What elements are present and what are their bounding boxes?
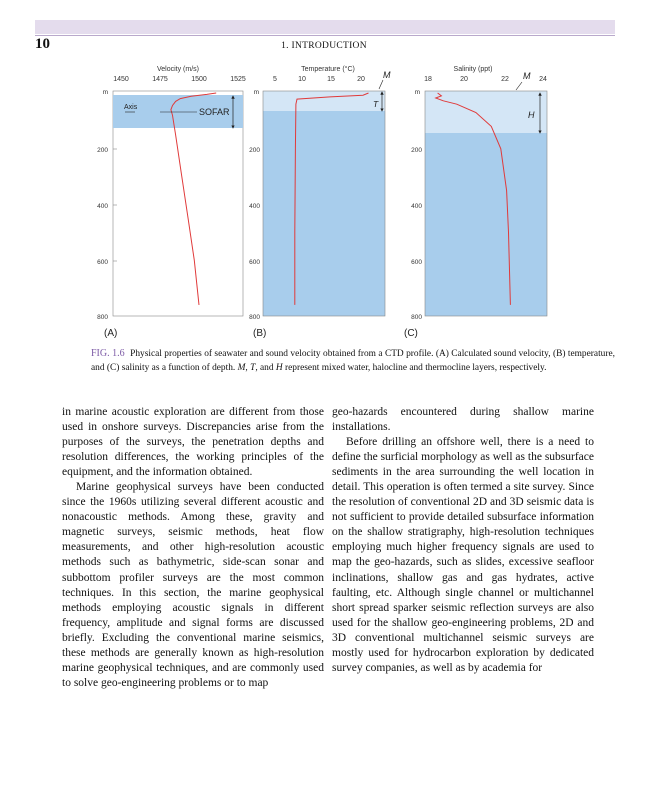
panel-c-ytick: 400 — [411, 203, 422, 210]
caption-symbol-m: M — [237, 362, 246, 373]
body-right-column — [332, 405, 594, 676]
panel-b-t-label: T — [373, 99, 379, 109]
panel-a-xtick: 1450 — [113, 76, 129, 83]
panel-a-x-ticks — [113, 76, 246, 83]
panel-a-xtick: 1475 — [152, 76, 168, 83]
paragraph: Before drilling an offshore well, there is a need to define the surficial morphology as well as the subsurface sediments in the area surrounding the well location in detail. This operation is often termed a site survey. Since the resolution of conventional 2D and 3D seismic data is not sufficient to provide detailed subsurface information on the shallow stratigraphy, high-resolution techniques employing much higher frequency signals are used to map the geo-hazards, such as slides, excessive seafloor inclinations, shallow gas and gas hydrates, active faulting, etc. Although single channel or multichannel short spread sparker seismic reflection surveys are also used for the shallow geo-engineering problems, 2D and 3D conventional multichannel seismic surveys are mostly used for hydrocarbon exploration by dedicated survey companies, as well as by academia for — [332, 436, 594, 674]
panel-a-ytick: 400 — [97, 203, 108, 210]
panel-a-xtick: 1500 — [191, 76, 207, 83]
panel-b-ytick: 600 — [249, 259, 260, 266]
panel-c-ytick: 200 — [411, 147, 422, 154]
panel-b — [249, 65, 391, 339]
panel-b-m-label: M — [383, 70, 391, 80]
panel-a-sofar-label: SOFAR — [199, 107, 230, 117]
panel-c-axis-title: Salinity (ppt) — [453, 66, 493, 73]
panel-a-ytick: 200 — [97, 147, 108, 154]
panel-b-label: (B) — [253, 328, 267, 339]
panel-c — [404, 66, 547, 339]
panel-a-axis-title: Velocity (m/s) — [156, 66, 200, 73]
caption-text: Physical properties of seawater and sound velocity obtained from a CTD profile. (A) Calculated sound velocity, (B) temperature, and (C) salinity as a function of depth. — [91, 349, 615, 373]
panel-a — [97, 66, 246, 339]
running-head: 1. INTRODUCTION — [281, 41, 367, 51]
paragraph: geo-hazards encountered during shallow marine installations. — [332, 406, 594, 434]
panel-c-m-pointer — [516, 82, 522, 90]
panel-c-xtick: 24 — [539, 76, 547, 83]
panel-c-xtick: 22 — [501, 76, 509, 83]
panel-c-ytick: 600 — [411, 259, 422, 266]
figure-1-6 — [0, 0, 648, 345]
panel-b-ytick: 800 — [249, 314, 260, 321]
panel-b-deep-water — [263, 91, 385, 316]
panel-a-depth-unit: m — [102, 89, 108, 96]
panel-b-axis-title: Temperature (°C) — [301, 66, 355, 73]
caption-symbol-t: T — [250, 362, 256, 373]
paragraph: in marine acoustic exploration are different from those used in onshore surveys. Discrepancies arise from the purposes of the surveys, the penetration depths and resolution differences, the working principles of the equipment, and the information obtained. — [62, 406, 324, 479]
panel-c-m-label: M — [523, 71, 531, 81]
panel-b-x-ticks — [273, 76, 365, 83]
panel-c-ytick: 800 — [411, 314, 422, 321]
panel-c-depth-ticks — [411, 89, 422, 321]
panel-b-xtick: 10 — [298, 76, 306, 83]
panel-a-xtick: 1525 — [230, 76, 246, 83]
panel-a-axis-label: Axis — [124, 104, 138, 111]
body-left-column — [62, 405, 324, 691]
caption-symbol-h: H — [275, 362, 283, 373]
panel-a-depth-ticks — [97, 89, 108, 321]
panel-b-ytick: 200 — [249, 147, 260, 154]
panel-c-xtick: 18 — [424, 76, 432, 83]
figure-caption — [91, 347, 615, 375]
panel-a-label: (A) — [104, 328, 118, 339]
panel-c-label: (C) — [404, 328, 418, 339]
panel-b-xtick: 15 — [327, 76, 335, 83]
caption-text: , — [245, 362, 251, 373]
paragraph: Marine geophysical surveys have been conducted since the 1960s utilizing several different acoustic and nonacoustic methods. Among these, gravity and magnetic surveys, seismic methods, heat flow measurements, and other high-resolution acoustic methods such as bathymetric, side-scan sonar and subbottom profiler surveys are the most common techniques. In this section, the marine geophysical methods employing acoustic signals in different frequency, amplitude and signal forms are discussed briefly. Excluding the conventional marine seismics, these methods are generally known as high-resolution marine geophysical techniques, and are commonly used to solve geo-engineering problems or to map — [62, 481, 324, 689]
panel-b-xtick: 20 — [357, 76, 365, 83]
panel-b-depth-unit: m — [253, 89, 259, 96]
panel-b-xtick: 5 — [273, 76, 277, 83]
caption-text: , and — [255, 362, 276, 373]
panel-c-h-label: H — [528, 110, 535, 120]
caption-text: represent mixed water, halocline and thermocline layers, respectively. — [282, 362, 547, 373]
page-number: 10 — [35, 36, 50, 52]
panel-c-xtick: 20 — [460, 76, 468, 83]
panel-b-ytick: 400 — [249, 203, 260, 210]
figure-label: FIG. 1.6 — [91, 348, 125, 359]
panel-a-ytick: 800 — [97, 314, 108, 321]
panel-c-depth-unit: m — [414, 89, 420, 96]
panel-b-depth-ticks — [249, 89, 260, 321]
panel-a-ytick: 600 — [97, 259, 108, 266]
panel-b-m-pointer — [379, 80, 383, 89]
